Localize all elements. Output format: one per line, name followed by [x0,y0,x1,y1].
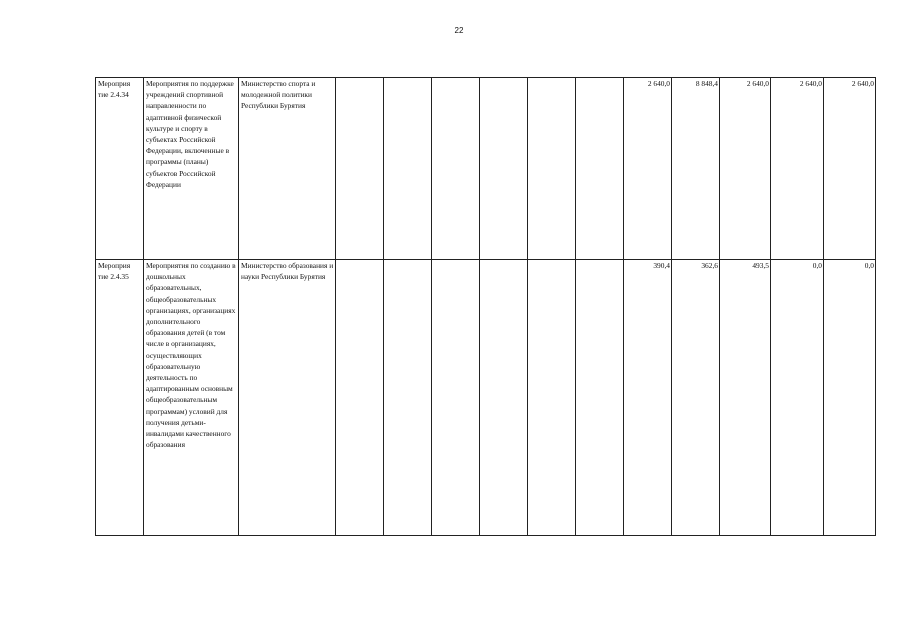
value-cell: 8 848,4 [672,78,720,260]
value-cell: 0,0 [771,260,824,536]
value-cell: 2 640,0 [624,78,672,260]
value-cell: 0,0 [824,260,876,536]
empty-cell [384,260,432,536]
empty-cell [528,78,576,260]
empty-cell [336,78,384,260]
event-code-cell [96,260,144,536]
program-table [95,77,876,536]
event-code: Мероприя тие 2.4.35 [98,261,131,282]
empty-cell [576,78,624,260]
executor-cell [239,260,336,536]
event-code-cell [96,78,144,260]
event-title-cell [144,78,239,260]
empty-cell [480,78,528,260]
empty-cell [336,260,384,536]
executor: Министерство образования и науки Республики Бурятия [241,261,334,282]
empty-cell [432,78,480,260]
value-cell: 2 640,0 [771,78,824,260]
empty-cell [576,260,624,536]
value-cell: 2 640,0 [824,78,876,260]
table-row [96,260,876,536]
page-number: 22 [454,26,464,35]
event-title: Мероприятия по поддержке учреждений спортивной направленности по адаптивной физической культуре и спорту в субъектах Российской Федерации, включенные в программы (планы) субъектов Российской Федерации [146,79,234,189]
empty-cell [528,260,576,536]
empty-cell [432,260,480,536]
executor-cell [239,78,336,260]
empty-cell [480,260,528,536]
event-title: Мероприятия по созданию в дошкольных образовательных, общеобразовательных организациях, организациях дополнительного образования детей (в том числе в организациях, осуществляющих образовательную деятельность по адаптированным основным общеобразовательным программам) условий для получения детьми-инвалидами качественного образования [146,261,236,450]
executor: Министерство спорта и молодежной политики Республики Бурятия [241,79,316,111]
event-code: Мероприя тие 2.4.34 [98,79,131,100]
empty-cell [384,78,432,260]
value-cell: 390,4 [624,260,672,536]
table-row [96,78,876,260]
value-cell: 2 640,0 [720,78,771,260]
event-title-cell [144,260,239,536]
value-cell: 493,5 [720,260,771,536]
value-cell: 362,6 [672,260,720,536]
